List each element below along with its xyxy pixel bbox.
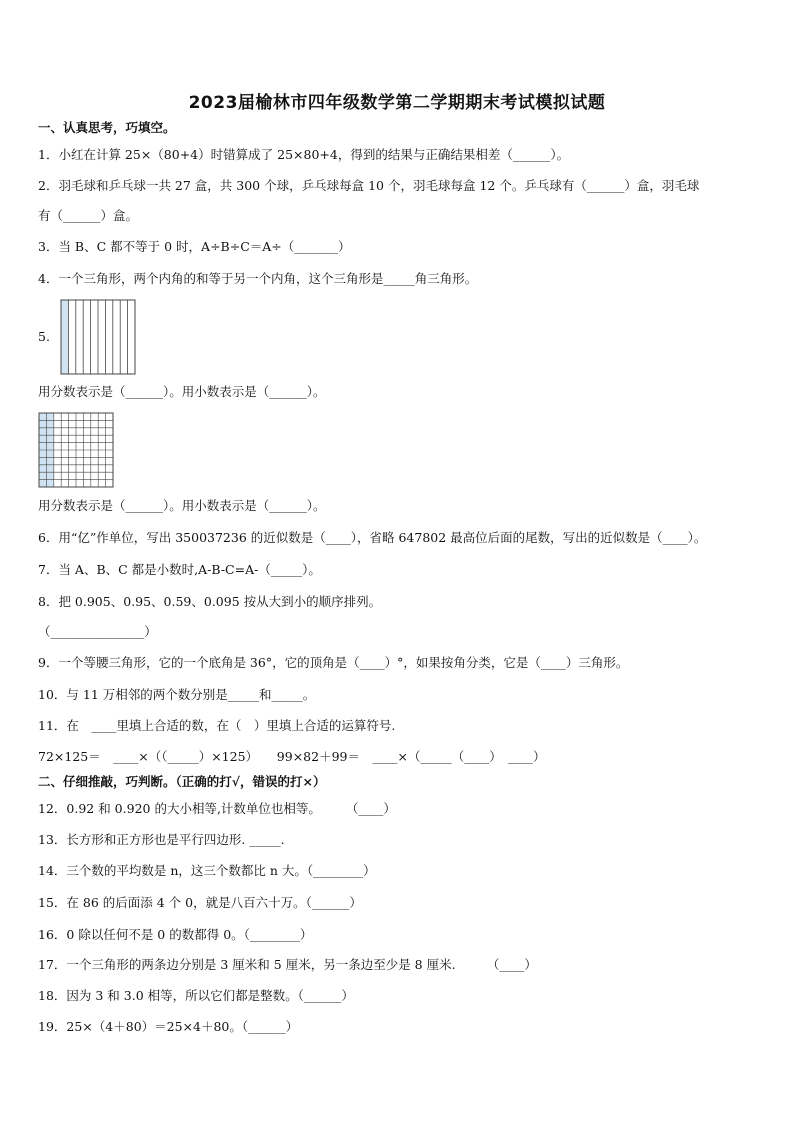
question-7: 7．当 A、B、C 都是小数时,A-B-C=A-（_____）。 (38, 562, 321, 577)
question-13: 13．长方形和正方形也是平行四边形. _____. (38, 832, 285, 847)
question-8: 8．把 0.905、0.95、0.59、0.095 按从大到小的顺序排列。 (38, 594, 382, 609)
question-5-answer-2: 用分数表示是（______）。用小数表示是（______）。 (38, 498, 326, 513)
section-1-heading: 一、认真思考，巧填空。 (38, 120, 176, 135)
question-19: 19．25×（4＋80）＝25×4＋80。（______） (38, 1019, 299, 1034)
question-12: 12．0.92 和 0.920 的大小相等,计数单位也相等。 （____） (38, 801, 396, 816)
strip-fraction-figure (60, 299, 136, 375)
question-2-line-1: 2．羽毛球和乒乓球一共 27 盒，共 300 个球，乒乓球每盒 10 个，羽毛球每盒 12 个。乒乓球有（______）盒，羽毛球 (38, 178, 700, 193)
question-3: 3．当 B、C 都不等于 0 时，A÷B÷C＝A÷（_______） (38, 239, 351, 254)
question-10: 10．与 11 万相邻的两个数分别是_____和_____。 (38, 687, 316, 702)
hundred-grid-figure (38, 412, 114, 488)
question-14: 14．三个数的平均数是 n，这三个数都比 n 大。（________） (38, 863, 376, 878)
question-8-blank: （_______________） (38, 624, 157, 639)
question-11: 11．在 ____里填上合适的数，在（ ）里填上合适的运算符号. (38, 718, 396, 733)
question-16: 16．0 除以任何不是 0 的数都得 0。（________） (38, 927, 313, 942)
question-6: 6．用“亿”作单位，写出 350037236 的近似数是（____），省略 647802 最高位后面的尾数，写出的近似数是（____）。 (38, 530, 707, 545)
question-9: 9．一个等腰三角形，它的一个底角是 36°，它的顶角是（____）°，如果按角分类，它是（____）三角形。 (38, 655, 629, 670)
question-18: 18．因为 3 和 3.0 相等，所以它们都是整数。（______） (38, 988, 354, 1003)
question-5-answer-1: 用分数表示是（______）。用小数表示是（______）。 (38, 384, 326, 399)
question-2-line-2: 有（______）盒。 (38, 208, 139, 223)
question-4: 4．一个三角形，两个内角的和等于另一个内角，这个三角形是_____角三角形。 (38, 271, 478, 286)
question-5-label: 5. (38, 329, 50, 344)
question-11-equations: 72×125＝ ____×（（_____）×125） 99×82＋99＝ ____×（_____（____） ____） (38, 749, 546, 764)
question-15: 15．在 86 的后面添 4 个 0，就是八百六十万。（______） (38, 895, 362, 910)
shaded-strip (61, 300, 68, 374)
question-17: 17．一个三角形的两条边分别是 3 厘米和 5 厘米，另一条边至少是 8 厘米. （____） (38, 957, 537, 972)
page-title: 2023届榆林市四年级数学第二学期期末考试模拟试题 (188, 93, 606, 113)
question-1: 1．小红在计算 25×（80+4）时错算成了 25×80+4，得到的结果与正确结果相差（______）。 (38, 147, 570, 162)
section-2-heading: 二、仔细推敲，巧判断。（正确的打√，错误的打×） (38, 774, 326, 789)
